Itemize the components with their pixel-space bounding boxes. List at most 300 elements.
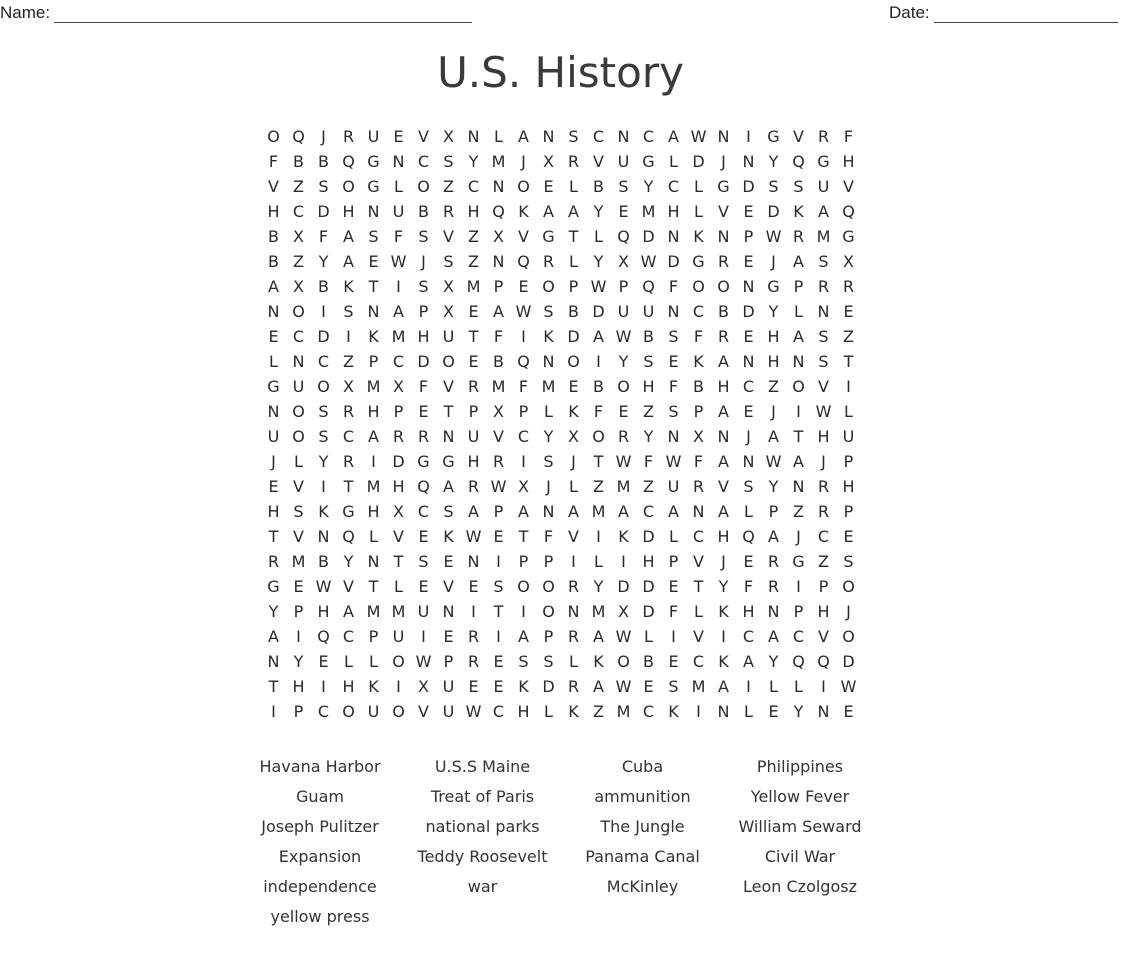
grid-letter: A — [818, 202, 829, 221]
grid-letter: G — [417, 452, 430, 471]
grid-letter: L — [644, 627, 653, 646]
grid-letter: L — [344, 652, 353, 671]
grid-letter: A — [443, 477, 454, 496]
word-list-item: Teddy Roosevelt — [417, 846, 548, 866]
grid-letter: I — [596, 352, 601, 371]
grid-letter: S — [793, 177, 804, 196]
grid-letter: H — [642, 377, 655, 396]
grid-letter: A — [593, 327, 604, 346]
grid-letter: M — [616, 702, 631, 721]
word-list-item: Guam — [296, 786, 344, 806]
grid-letter: H — [817, 427, 830, 446]
grid-letter: T — [468, 327, 479, 346]
grid-letter: P — [518, 552, 529, 571]
grid-letter: S — [368, 227, 379, 246]
grid-letter: R — [817, 127, 830, 146]
grid-letter: E — [268, 327, 279, 346]
grid-letter: U — [467, 427, 480, 446]
grid-letter: E — [418, 577, 429, 596]
grid-letter: N — [367, 302, 380, 321]
grid-letter: Q — [642, 277, 655, 296]
grid-letter: R — [717, 327, 730, 346]
grid-letter: D — [317, 202, 330, 221]
grid-letter: E — [568, 377, 579, 396]
grid-letter: B — [418, 202, 429, 221]
grid-letter: S — [318, 427, 329, 446]
grid-letter: U — [392, 202, 405, 221]
grid-letter: S — [518, 652, 529, 671]
name-field[interactable] — [0, 3, 472, 23]
grid-row — [261, 249, 861, 274]
grid-letter: L — [769, 677, 778, 696]
grid-letter: O — [392, 652, 405, 671]
grid-letter: W — [390, 252, 407, 271]
grid-letter: A — [518, 627, 529, 646]
grid-row — [261, 474, 861, 499]
grid-letter: A — [793, 452, 804, 471]
grid-letter: P — [493, 502, 504, 521]
grid-letter: H — [367, 502, 380, 521]
grid-row — [261, 524, 861, 549]
grid-letter: G — [842, 227, 855, 246]
grid-letter: P — [543, 627, 554, 646]
grid-letter: J — [521, 152, 526, 171]
grid-letter: N — [792, 477, 805, 496]
grid-letter: R — [567, 627, 580, 646]
grid-letter: A — [793, 327, 804, 346]
grid-letter: U — [417, 602, 430, 621]
grid-letter: S — [418, 277, 429, 296]
grid-letter: P — [668, 552, 679, 571]
grid-letter: X — [493, 402, 504, 421]
word-list-item: Havana Harbor — [259, 756, 381, 776]
grid-letter: F — [493, 327, 504, 346]
grid-letter: K — [568, 702, 579, 721]
grid-letter: D — [742, 302, 755, 321]
grid-letter: F — [418, 377, 429, 396]
grid-letter: R — [342, 452, 355, 471]
grid-letter: H — [417, 327, 430, 346]
grid-letter: L — [394, 577, 403, 596]
grid-letter: Y — [768, 152, 779, 171]
grid-letter: I — [796, 402, 801, 421]
grid-letter: I — [746, 127, 751, 146]
grid-letter: Q — [792, 152, 805, 171]
grid-letter: S — [418, 552, 429, 571]
word-list — [240, 751, 880, 931]
grid-letter: L — [569, 477, 578, 496]
grid-row — [261, 499, 861, 524]
grid-letter: B — [318, 152, 329, 171]
grid-letter: V — [568, 527, 579, 546]
grid-letter: G — [342, 502, 355, 521]
grid-letter: L — [794, 677, 803, 696]
grid-letter: L — [669, 152, 678, 171]
grid-letter: I — [571, 552, 576, 571]
grid-letter: P — [418, 302, 429, 321]
grid-letter: Y — [318, 252, 329, 271]
grid-letter: X — [493, 227, 504, 246]
grid-letter: R — [467, 377, 480, 396]
grid-letter: K — [518, 677, 529, 696]
grid-letter: A — [268, 627, 279, 646]
grid-letter: N — [467, 552, 480, 571]
grid-letter: O — [542, 577, 555, 596]
grid-letter: O — [392, 702, 405, 721]
grid-letter: E — [293, 577, 304, 596]
grid-letter: S — [443, 152, 454, 171]
grid-letter: P — [793, 277, 804, 296]
grid-letter: S — [618, 177, 629, 196]
grid-letter: Y — [793, 702, 804, 721]
grid-letter: C — [642, 127, 655, 146]
grid-letter: I — [821, 677, 826, 696]
grid-letter: D — [317, 327, 330, 346]
grid-letter: F — [668, 602, 679, 621]
grid-letter: N — [717, 427, 730, 446]
grid-letter: I — [521, 602, 526, 621]
grid-letter: T — [368, 277, 379, 296]
grid-letter: W — [615, 452, 632, 471]
grid-letter: F — [393, 227, 404, 246]
grid-letter: I — [296, 627, 301, 646]
grid-letter: C — [467, 177, 480, 196]
grid-letter: I — [396, 677, 401, 696]
grid-letter: S — [668, 677, 679, 696]
grid-letter: S — [668, 327, 679, 346]
grid-letter: Q — [742, 527, 755, 546]
grid-letter: D — [767, 202, 780, 221]
grid-letter: F — [693, 327, 704, 346]
grid-letter: I — [521, 452, 526, 471]
grid-letter: J — [721, 552, 726, 571]
grid-letter: U — [292, 377, 305, 396]
grid-letter: O — [442, 352, 455, 371]
grid-letter: U — [367, 702, 380, 721]
grid-letter: Z — [293, 252, 304, 271]
date-field[interactable] — [889, 3, 1118, 23]
grid-row — [261, 449, 861, 474]
grid-letter: B — [643, 327, 654, 346]
grid-letter: X — [693, 427, 704, 446]
grid-letter: S — [493, 577, 504, 596]
grid-letter: L — [594, 552, 603, 571]
grid-letter: N — [492, 252, 505, 271]
grid-letter: L — [594, 227, 603, 246]
grid-letter: V — [518, 227, 529, 246]
grid-letter: Y — [293, 652, 304, 671]
grid-letter: H — [342, 202, 355, 221]
grid-letter: W — [765, 452, 782, 471]
grid-letter: P — [693, 402, 704, 421]
word-list-item: Treat of Paris — [430, 786, 535, 806]
grid-letter: E — [368, 252, 379, 271]
grid-letter: C — [517, 427, 530, 446]
grid-letter: V — [443, 377, 454, 396]
grid-letter: T — [393, 552, 404, 571]
grid-letter: J — [271, 452, 276, 471]
grid-letter: E — [668, 577, 679, 596]
grid-letter: O — [842, 577, 855, 596]
grid-letter: L — [844, 402, 853, 421]
grid-letter: U — [617, 302, 630, 321]
grid-letter: E — [468, 302, 479, 321]
grid-letter: X — [518, 477, 529, 496]
grid-letter: H — [292, 677, 305, 696]
grid-letter: I — [846, 377, 851, 396]
grid-letter: Z — [343, 352, 354, 371]
grid-letter: E — [618, 202, 629, 221]
grid-letter: C — [292, 202, 305, 221]
grid-letter: R — [492, 452, 505, 471]
grid-letter: S — [443, 502, 454, 521]
grid-letter: C — [342, 427, 355, 446]
grid-letter: X — [843, 252, 854, 271]
grid-letter: L — [744, 702, 753, 721]
grid-letter: D — [642, 577, 655, 596]
grid-letter: W — [765, 227, 782, 246]
grid-letter: N — [667, 427, 680, 446]
word-list-item: Yellow Fever — [750, 786, 850, 806]
grid-letter: O — [317, 377, 330, 396]
grid-letter: H — [717, 527, 730, 546]
grid-letter: E — [393, 127, 404, 146]
grid-row — [261, 299, 861, 324]
grid-letter: A — [343, 602, 354, 621]
grid-letter: C — [692, 652, 705, 671]
grid-letter: F — [843, 127, 854, 146]
grid-letter: N — [692, 502, 705, 521]
grid-letter: L — [394, 177, 403, 196]
grid-letter: O — [292, 427, 305, 446]
grid-letter: U — [442, 327, 455, 346]
grid-letter: A — [768, 627, 779, 646]
grid-letter: S — [843, 552, 854, 571]
grid-letter: P — [768, 502, 779, 521]
grid-letter: H — [767, 352, 780, 371]
grid-letter: R — [542, 252, 555, 271]
grid-letter: N — [542, 127, 555, 146]
grid-letter: O — [292, 302, 305, 321]
grid-letter: D — [392, 452, 405, 471]
grid-row — [261, 549, 861, 574]
grid-letter: H — [842, 477, 855, 496]
grid-letter: M — [691, 677, 706, 696]
grid-letter: U — [842, 427, 855, 446]
grid-row — [261, 424, 861, 449]
grid-letter: N — [742, 152, 755, 171]
grid-letter: S — [543, 652, 554, 671]
grid-letter: S — [543, 452, 554, 471]
grid-letter: O — [292, 402, 305, 421]
grid-letter: A — [718, 502, 729, 521]
grid-letter: C — [642, 702, 655, 721]
grid-letter: V — [793, 127, 804, 146]
grid-letter: I — [346, 327, 351, 346]
grid-letter: J — [421, 252, 426, 271]
grid-letter: H — [817, 602, 830, 621]
date-line[interactable] — [934, 4, 1118, 23]
grid-letter: D — [842, 652, 855, 671]
grid-letter: E — [543, 177, 554, 196]
grid-letter: J — [746, 427, 751, 446]
grid-letter: T — [568, 227, 579, 246]
grid-letter: C — [342, 627, 355, 646]
word-list-item: Leon Czolgosz — [743, 876, 857, 896]
grid-letter: Y — [318, 452, 329, 471]
grid-letter: Q — [517, 352, 530, 371]
word-list-item: William Seward — [738, 816, 862, 836]
grid-letter: A — [343, 227, 354, 246]
grid-letter: V — [718, 202, 729, 221]
grid-letter: M — [641, 202, 656, 221]
grid-letter: C — [642, 502, 655, 521]
grid-letter: C — [317, 702, 330, 721]
grid-letter: H — [467, 202, 480, 221]
grid-letter: X — [618, 602, 629, 621]
grid-letter: T — [443, 402, 454, 421]
grid-letter: F — [593, 402, 604, 421]
grid-letter: S — [768, 177, 779, 196]
grid-letter: X — [568, 427, 579, 446]
grid-letter: P — [618, 277, 629, 296]
grid-letter: R — [467, 477, 480, 496]
grid-letter: A — [393, 302, 404, 321]
grid-letter: N — [317, 527, 330, 546]
grid-letter: S — [743, 477, 754, 496]
grid-letter: K — [368, 327, 379, 346]
grid-letter: R — [567, 152, 580, 171]
grid-letter: E — [743, 202, 754, 221]
grid-letter: K — [318, 502, 329, 521]
grid-letter: E — [743, 252, 754, 271]
grid-letter: M — [591, 502, 606, 521]
grid-letter: K — [693, 227, 704, 246]
grid-letter: A — [468, 502, 479, 521]
grid-letter: O — [592, 427, 605, 446]
grid-letter: X — [543, 152, 554, 171]
grid-letter: T — [268, 527, 279, 546]
grid-letter: X — [443, 127, 454, 146]
grid-letter: D — [742, 177, 755, 196]
grid-letter: Q — [517, 252, 530, 271]
grid-row — [261, 374, 861, 399]
grid-letter: P — [543, 552, 554, 571]
grid-letter: R — [817, 502, 830, 521]
word-list-item: war — [467, 876, 498, 896]
grid-letter: C — [792, 627, 805, 646]
grid-letter: E — [493, 527, 504, 546]
grid-letter: J — [321, 127, 326, 146]
grid-letter: N — [542, 502, 555, 521]
grid-letter: T — [793, 427, 804, 446]
grid-letter: W — [415, 652, 432, 671]
grid-letter: W — [465, 702, 482, 721]
grid-letter: A — [668, 127, 679, 146]
grid-letter: V — [418, 127, 429, 146]
grid-letter: A — [743, 652, 754, 671]
grid-letter: L — [569, 652, 578, 671]
grid-letter: K — [443, 527, 454, 546]
grid-letter: N — [767, 602, 780, 621]
grid-letter: K — [343, 277, 354, 296]
grid-letter: S — [818, 352, 829, 371]
grid-letter: P — [818, 577, 829, 596]
grid-letter: M — [816, 227, 831, 246]
grid-letter: V — [418, 702, 429, 721]
grid-letter: E — [318, 652, 329, 671]
grid-letter: F — [643, 452, 654, 471]
grid-letter: W — [665, 452, 682, 471]
grid-letter: W — [815, 402, 832, 421]
grid-row — [261, 124, 861, 149]
grid-letter: W — [315, 577, 332, 596]
grid-letter: D — [692, 152, 705, 171]
grid-letter: X — [343, 377, 354, 396]
grid-letter: G — [767, 127, 780, 146]
grid-letter: N — [367, 552, 380, 571]
grid-letter: H — [642, 552, 655, 571]
grid-letter: O — [342, 702, 355, 721]
grid-letter: R — [567, 677, 580, 696]
grid-letter: Z — [818, 552, 829, 571]
grid-letter: A — [793, 252, 804, 271]
grid-letter: T — [593, 452, 604, 471]
grid-letter: N — [492, 177, 505, 196]
grid-letter: E — [643, 677, 654, 696]
grid-letter: D — [642, 527, 655, 546]
grid-letter: U — [617, 152, 630, 171]
grid-letter: L — [694, 177, 703, 196]
grid-letter: Y — [543, 427, 554, 446]
grid-letter: B — [268, 252, 279, 271]
grid-letter: I — [796, 577, 801, 596]
grid-letter: P — [843, 452, 854, 471]
grid-letter: F — [743, 577, 754, 596]
grid-letter: W — [840, 677, 857, 696]
grid-letter: V — [293, 527, 304, 546]
grid-letter: U — [642, 302, 655, 321]
name-line[interactable] — [54, 4, 472, 23]
name-label: Name: — [0, 3, 51, 22]
letter-grid — [261, 124, 861, 724]
grid-letter: A — [668, 502, 679, 521]
grid-letter: H — [742, 602, 755, 621]
grid-letter: D — [617, 577, 630, 596]
grid-letter: D — [667, 252, 680, 271]
grid-letter: N — [617, 127, 630, 146]
grid-letter: N — [267, 652, 280, 671]
grid-letter: N — [717, 227, 730, 246]
grid-letter: N — [742, 452, 755, 471]
grid-letter: S — [293, 502, 304, 521]
grid-letter: J — [796, 527, 801, 546]
grid-letter: U — [267, 427, 280, 446]
grid-letter: W — [490, 477, 507, 496]
grid-letter: R — [767, 577, 780, 596]
grid-letter: V — [718, 477, 729, 496]
grid-letter: G — [792, 552, 805, 571]
grid-letter: A — [768, 527, 779, 546]
grid-letter: J — [771, 402, 776, 421]
grid-letter: S — [443, 252, 454, 271]
grid-letter: F — [318, 227, 329, 246]
grid-letter: B — [318, 552, 329, 571]
grid-letter: P — [743, 227, 754, 246]
grid-letter: M — [616, 477, 631, 496]
grid-letter: V — [343, 577, 354, 596]
grid-letter: I — [321, 677, 326, 696]
